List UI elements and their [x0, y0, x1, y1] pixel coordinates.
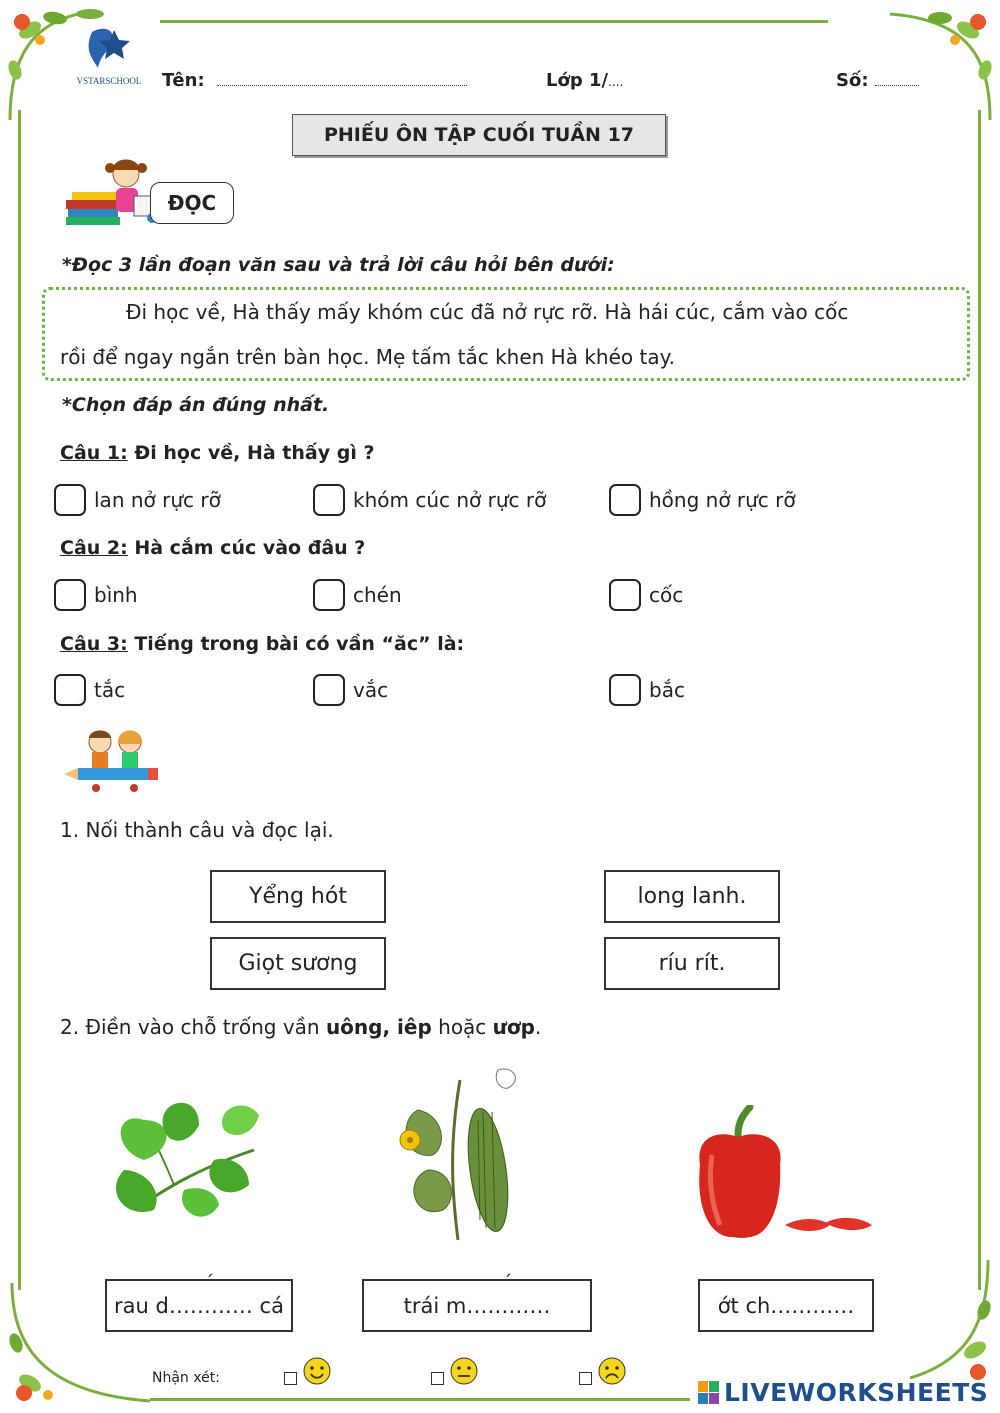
red-bell-pepper-image [690, 1105, 880, 1245]
checkbox[interactable] [54, 484, 86, 516]
match-left-2[interactable] [210, 937, 386, 990]
checkbox[interactable] [313, 579, 345, 611]
school-logo [72, 26, 146, 88]
question-2-label: Câu 2: [60, 537, 128, 559]
exercise-2-prefix: 2. Điền vào chỗ trống vần [60, 1015, 326, 1039]
top-border-line [160, 20, 828, 23]
girl-reading-books-illustration [64, 156, 164, 228]
q1-option-c[interactable] [609, 484, 796, 516]
checkbox[interactable] [313, 484, 345, 516]
left-border-line [18, 110, 21, 1290]
question-1 [60, 442, 374, 464]
match-right-2-text: ríu rít. [658, 951, 726, 976]
number-label: Số: [836, 70, 869, 91]
class-label: Lớp 1/ [546, 70, 609, 91]
logo-text: VSTARSCHOOL [76, 76, 142, 86]
name-blank[interactable] [217, 71, 467, 86]
fill-blank-3-text: ớt ch………… [717, 1293, 855, 1318]
q2-option-a[interactable] [54, 579, 138, 611]
worksheet-title-banner [292, 114, 666, 156]
star-logo-icon [72, 26, 146, 74]
liveworksheets-brand-text: LIVEWORKSHEETS [724, 1378, 989, 1407]
reading-label-text: ĐỌC [167, 191, 217, 215]
q1-option-b[interactable] [313, 484, 546, 516]
exercise-2-suffix: . [534, 1015, 542, 1039]
match-left-1-text: Yểng hót [249, 884, 347, 909]
option-label: chén [353, 583, 402, 607]
q1-option-a[interactable] [54, 484, 221, 516]
question-3-text: Tiếng trong bài có vần “ăc” là: [127, 633, 465, 655]
rating-checkbox-sad[interactable] [579, 1372, 592, 1385]
liveworksheets-watermark [698, 1378, 988, 1407]
match-right-1-text: long lanh. [637, 884, 747, 909]
fill-blank-box-1[interactable] [105, 1279, 293, 1332]
checkbox[interactable] [609, 674, 641, 706]
sad-face-icon [597, 1356, 627, 1386]
luffa-gourd-image [388, 1060, 528, 1245]
neutral-face-icon [449, 1356, 479, 1386]
option-label: lan nở rực rỡ [94, 488, 221, 512]
checkbox[interactable] [609, 484, 641, 516]
exercise-2-bold-2: ươp [492, 1015, 535, 1039]
exercise-2-mid: hoặc [431, 1015, 493, 1039]
option-label: bắc [649, 678, 685, 702]
checkbox[interactable] [313, 674, 345, 706]
fill-blank-box-3[interactable] [698, 1279, 874, 1332]
comment-label: Nhận xét: [152, 1370, 220, 1386]
reading-section-label [150, 182, 234, 224]
option-label: bình [94, 583, 138, 607]
fill-blank-1-text: rau d………… cá [114, 1293, 284, 1318]
kids-on-pencil-illustration [62, 722, 162, 794]
question-2 [60, 537, 365, 559]
name-field[interactable] [162, 70, 467, 91]
question-1-label: Câu 1: [60, 442, 128, 464]
question-2-text: Hà cắm cúc vào đâu ? [127, 537, 366, 559]
checkbox[interactable] [54, 674, 86, 706]
rating-checkbox-happy[interactable] [284, 1372, 297, 1385]
q3-option-a[interactable] [54, 674, 125, 706]
top-right-vine-decoration [850, 0, 1000, 130]
passage-line-1: Đi học về, Hà thấy mấy khóm cúc đã nở rực rỡ. Hà hái cúc, cắm vào cốc [126, 300, 849, 324]
question-1-text: Đi học về, Hà thấy gì ? [127, 442, 375, 464]
herb-leaves-image [104, 1090, 264, 1230]
reading-instruction: *Đọc 3 lần đoạn văn sau và trả lời câu hỏi bên dưới: [62, 254, 615, 276]
exercise-2-bold-1: uông, iêp [325, 1015, 432, 1039]
match-left-1[interactable] [210, 870, 386, 923]
class-field[interactable] [546, 70, 623, 91]
option-label: vắc [353, 678, 389, 702]
accent-mark-2: ´ [503, 1272, 512, 1293]
right-border-line [978, 110, 981, 1290]
match-right-2[interactable] [604, 937, 780, 990]
q2-option-b[interactable] [313, 579, 402, 611]
choose-instruction: *Chọn đáp án đúng nhất. [62, 394, 330, 416]
option-label: tắc [94, 678, 126, 702]
match-right-1[interactable] [604, 870, 780, 923]
question-3-label: Câu 3: [60, 633, 128, 655]
accent-mark-1: ´ [205, 1272, 214, 1293]
rating-checkbox-neutral[interactable] [431, 1372, 444, 1385]
q3-option-b[interactable] [313, 674, 388, 706]
exercise-1-title: 1. Nối thành câu và đọc lại. [60, 818, 334, 842]
class-dots: .... [608, 75, 624, 89]
exercise-2-title [60, 1015, 541, 1039]
liveworksheets-logo-icon [698, 1381, 720, 1405]
checkbox[interactable] [609, 579, 641, 611]
checkbox[interactable] [54, 579, 86, 611]
option-label: cốc [649, 583, 684, 607]
bottom-border-line [150, 1398, 690, 1401]
q2-option-c[interactable] [609, 579, 683, 611]
option-label: khóm cúc nở rực rỡ [353, 488, 547, 512]
happy-face-icon [302, 1356, 332, 1386]
option-label: hồng nở rực rỡ [649, 488, 796, 512]
fill-blank-2-text: trái m………… [403, 1293, 551, 1318]
number-blank[interactable] [875, 71, 919, 86]
worksheet-title: PHIẾU ÔN TẬP CUỐI TUẦN 17 [323, 124, 635, 146]
fill-blank-box-2[interactable] [362, 1279, 592, 1332]
passage-line-2: rồi để ngay ngắn trên bàn học. Mẹ tấm tắc khen Hà khéo tay. [60, 345, 675, 369]
name-label: Tên: [162, 70, 205, 91]
q3-option-c[interactable] [609, 674, 685, 706]
number-field[interactable] [836, 70, 919, 91]
match-left-2-text: Giọt sương [238, 951, 358, 976]
question-3 [60, 633, 464, 655]
